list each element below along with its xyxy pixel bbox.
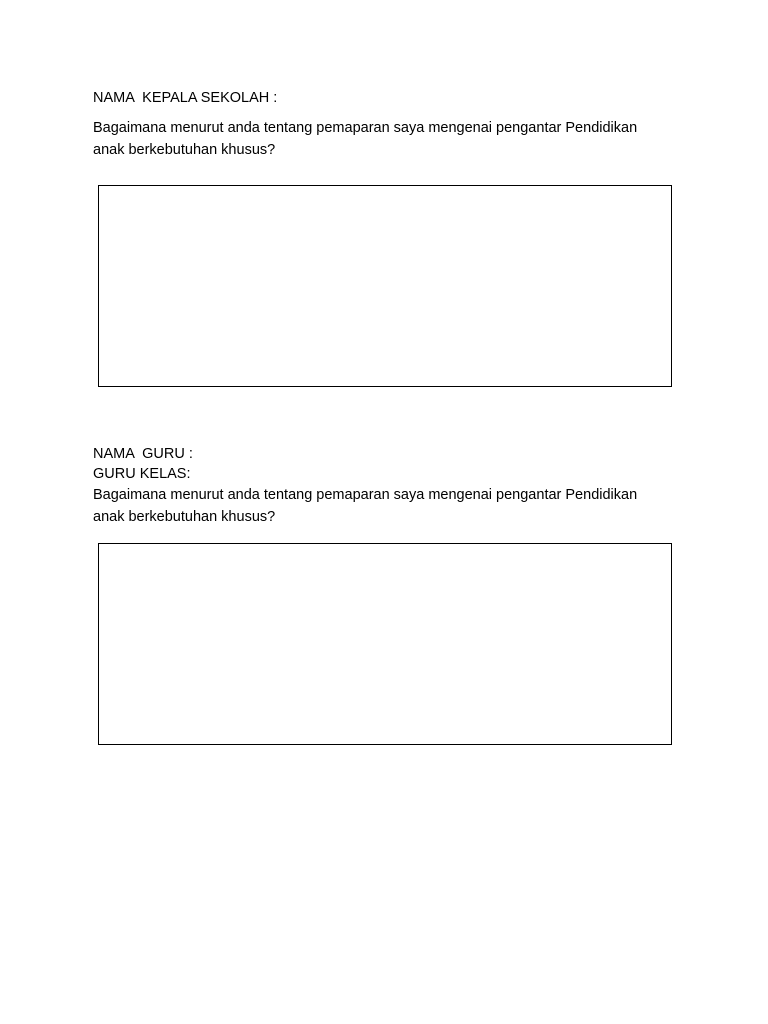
principal-question-line-1: Bagaimana menurut anda tentang pemaparan saya mengenai pengantar Pendidikan <box>93 120 638 136</box>
teacher-name-label: NAMA GURU : <box>93 446 193 462</box>
teacher-answer-box[interactable] <box>98 543 672 745</box>
teacher-class-label: GURU KELAS: <box>93 466 191 482</box>
principal-answer-box[interactable] <box>98 185 672 387</box>
teacher-question-line-1: Bagaimana menurut anda tentang pemaparan saya mengenai pengantar Pendidikan <box>93 487 638 503</box>
principal-name-label: NAMA KEPALA SEKOLAH : <box>93 90 278 106</box>
teacher-question-line-2: anak berkebutuhan khusus? <box>93 509 276 525</box>
principal-question-line-2: anak berkebutuhan khusus? <box>93 142 276 158</box>
